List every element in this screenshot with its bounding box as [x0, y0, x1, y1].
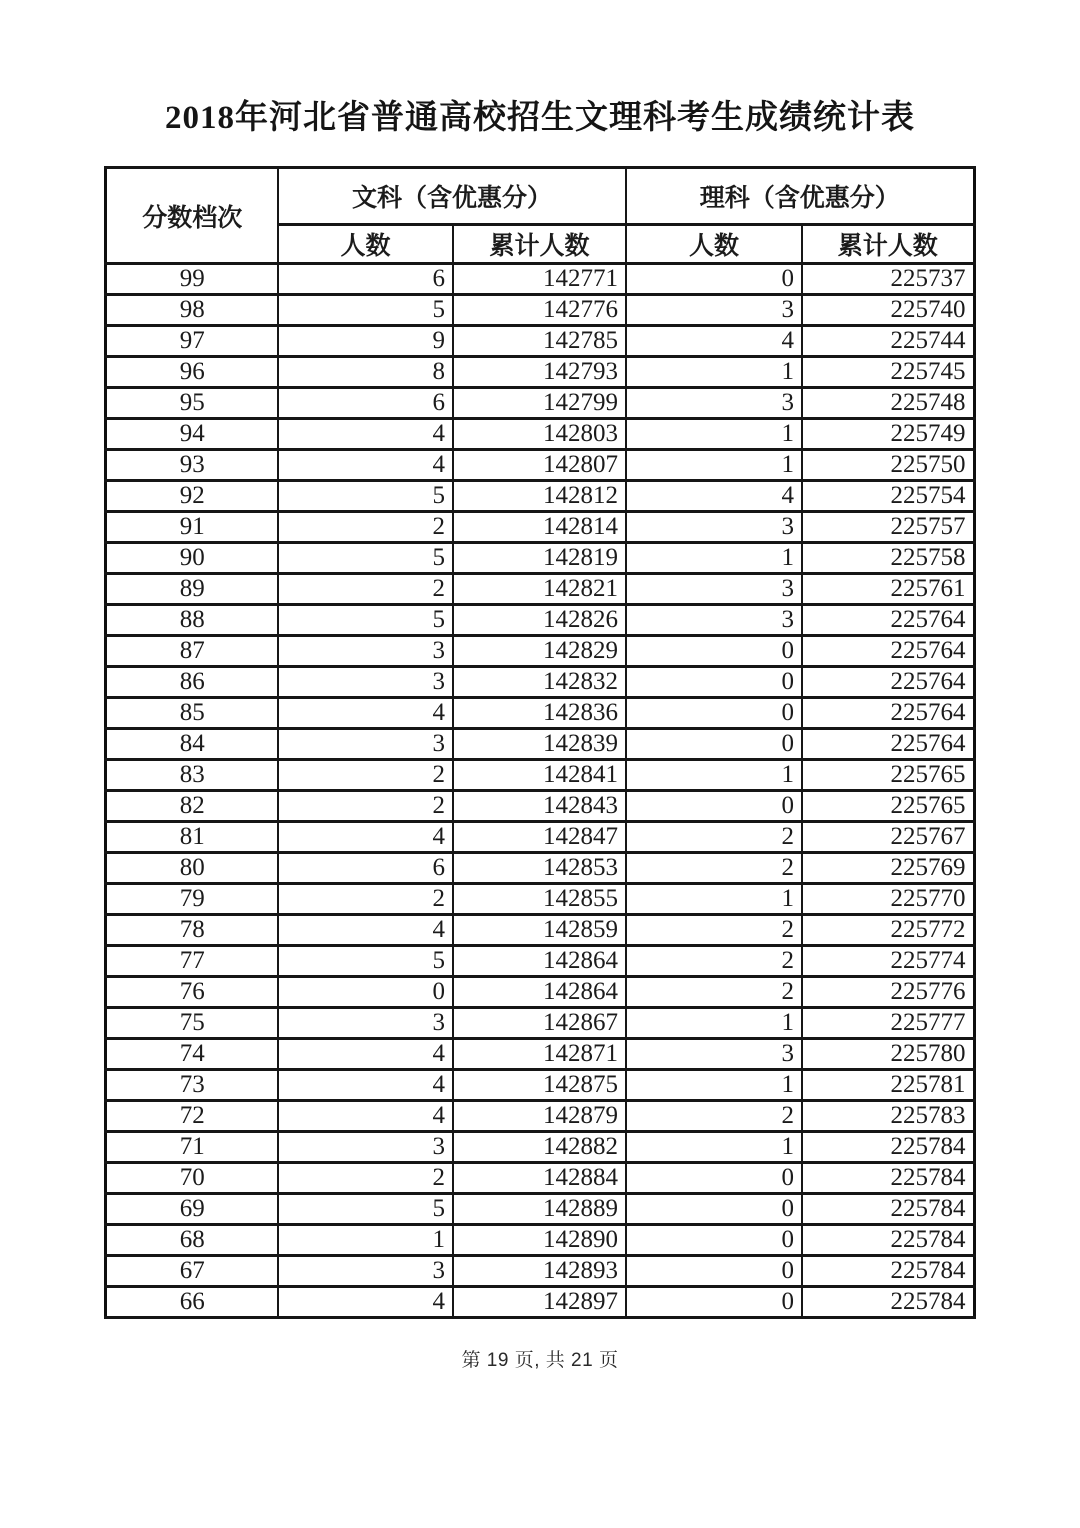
science-cumulative-cell: 225764 — [802, 605, 974, 636]
arts-cumulative-cell: 142793 — [453, 357, 626, 388]
arts-count-cell: 4 — [278, 1287, 453, 1318]
score-tier-cell: 75 — [106, 1008, 278, 1039]
arts-cumulative-cell: 142807 — [453, 450, 626, 481]
science-cumulative-cell: 225764 — [802, 729, 974, 760]
science-count-cell: 0 — [626, 636, 802, 667]
science-cumulative-cell: 225745 — [802, 357, 974, 388]
score-tier-cell: 93 — [106, 450, 278, 481]
science-count-cell: 0 — [626, 1256, 802, 1287]
header-science-cumulative: 累计人数 — [802, 225, 974, 264]
score-tier-cell: 79 — [106, 884, 278, 915]
arts-cumulative-cell: 142819 — [453, 543, 626, 574]
score-tier-cell: 67 — [106, 1256, 278, 1287]
arts-cumulative-cell: 142864 — [453, 946, 626, 977]
science-cumulative-cell: 225754 — [802, 481, 974, 512]
science-count-cell: 1 — [626, 1008, 802, 1039]
table-row — [106, 1008, 974, 1039]
science-count-cell: 2 — [626, 915, 802, 946]
arts-count-cell: 5 — [278, 605, 453, 636]
table-row — [106, 419, 974, 450]
science-count-cell: 3 — [626, 1039, 802, 1070]
score-tier-cell: 97 — [106, 326, 278, 357]
table-row — [106, 760, 974, 791]
arts-count-cell: 4 — [278, 1101, 453, 1132]
score-tier-cell: 98 — [106, 295, 278, 326]
arts-cumulative-cell: 142847 — [453, 822, 626, 853]
arts-cumulative-cell: 142771 — [453, 264, 626, 295]
science-cumulative-cell: 225764 — [802, 636, 974, 667]
science-cumulative-cell: 225765 — [802, 791, 974, 822]
science-count-cell: 1 — [626, 543, 802, 574]
table-row — [106, 698, 974, 729]
arts-count-cell: 4 — [278, 822, 453, 853]
science-cumulative-cell: 225769 — [802, 853, 974, 884]
table-row — [106, 264, 974, 295]
table-row — [106, 574, 974, 605]
score-tier-cell: 70 — [106, 1163, 278, 1194]
science-cumulative-cell: 225772 — [802, 915, 974, 946]
arts-cumulative-cell: 142893 — [453, 1256, 626, 1287]
arts-cumulative-cell: 142832 — [453, 667, 626, 698]
science-count-cell: 1 — [626, 357, 802, 388]
science-cumulative-cell: 225748 — [802, 388, 974, 419]
science-cumulative-cell: 225764 — [802, 698, 974, 729]
arts-cumulative-cell: 142879 — [453, 1101, 626, 1132]
table-row — [106, 1287, 974, 1318]
arts-count-cell: 4 — [278, 1070, 453, 1101]
arts-count-cell: 0 — [278, 977, 453, 1008]
arts-count-cell: 2 — [278, 884, 453, 915]
science-cumulative-cell: 225774 — [802, 946, 974, 977]
arts-count-cell: 4 — [278, 1039, 453, 1070]
table-row — [106, 946, 974, 977]
science-cumulative-cell: 225783 — [802, 1101, 974, 1132]
table-row — [106, 295, 974, 326]
table-row — [106, 1039, 974, 1070]
table-row — [106, 822, 974, 853]
arts-cumulative-cell: 142829 — [453, 636, 626, 667]
arts-cumulative-cell: 142814 — [453, 512, 626, 543]
arts-cumulative-cell: 142821 — [453, 574, 626, 605]
science-count-cell: 3 — [626, 605, 802, 636]
header-science-group: 理科（含优惠分） — [626, 168, 974, 225]
science-count-cell: 3 — [626, 388, 802, 419]
arts-cumulative-cell: 142799 — [453, 388, 626, 419]
science-cumulative-cell: 225784 — [802, 1163, 974, 1194]
arts-count-cell: 2 — [278, 574, 453, 605]
arts-count-cell: 6 — [278, 853, 453, 884]
science-cumulative-cell: 225767 — [802, 822, 974, 853]
arts-cumulative-cell: 142875 — [453, 1070, 626, 1101]
science-count-cell: 1 — [626, 419, 802, 450]
score-tier-cell: 85 — [106, 698, 278, 729]
table-header — [106, 168, 974, 264]
score-tier-cell: 71 — [106, 1132, 278, 1163]
science-count-cell: 1 — [626, 760, 802, 791]
page-title: 2018年河北省普通高校招生文理科考生成绩统计表 — [165, 100, 915, 136]
science-count-cell: 0 — [626, 1163, 802, 1194]
arts-count-cell: 2 — [278, 791, 453, 822]
score-tier-cell: 94 — [106, 419, 278, 450]
arts-cumulative-cell: 142889 — [453, 1194, 626, 1225]
science-count-cell: 0 — [626, 729, 802, 760]
score-tier-cell: 80 — [106, 853, 278, 884]
science-count-cell: 1 — [626, 884, 802, 915]
arts-cumulative-cell: 142841 — [453, 760, 626, 791]
arts-count-cell: 8 — [278, 357, 453, 388]
score-tier-cell: 84 — [106, 729, 278, 760]
science-count-cell: 0 — [626, 264, 802, 295]
science-cumulative-cell: 225784 — [802, 1256, 974, 1287]
arts-count-cell: 3 — [278, 1256, 453, 1287]
score-tier-cell: 81 — [106, 822, 278, 853]
table-row — [106, 1225, 974, 1256]
table-row — [106, 1256, 974, 1287]
table-row — [106, 388, 974, 419]
arts-cumulative-cell: 142884 — [453, 1163, 626, 1194]
header-arts-count: 人数 — [278, 225, 453, 264]
table-row — [106, 1101, 974, 1132]
science-cumulative-cell: 225740 — [802, 295, 974, 326]
arts-cumulative-cell: 142803 — [453, 419, 626, 450]
table-row — [106, 1132, 974, 1163]
table-row — [106, 791, 974, 822]
arts-count-cell: 6 — [278, 388, 453, 419]
arts-count-cell: 5 — [278, 481, 453, 512]
science-cumulative-cell: 225750 — [802, 450, 974, 481]
table-row — [106, 977, 974, 1008]
science-count-cell: 1 — [626, 450, 802, 481]
table-row — [106, 915, 974, 946]
arts-cumulative-cell: 142867 — [453, 1008, 626, 1039]
table-row — [106, 481, 974, 512]
arts-count-cell: 2 — [278, 760, 453, 791]
table-row — [106, 326, 974, 357]
science-count-cell: 3 — [626, 574, 802, 605]
arts-count-cell: 1 — [278, 1225, 453, 1256]
score-tier-cell: 96 — [106, 357, 278, 388]
arts-count-cell: 2 — [278, 512, 453, 543]
score-tier-cell: 74 — [106, 1039, 278, 1070]
score-tier-cell: 73 — [106, 1070, 278, 1101]
science-cumulative-cell: 225737 — [802, 264, 974, 295]
score-tier-cell: 88 — [106, 605, 278, 636]
table-row — [106, 884, 974, 915]
header-science-count: 人数 — [626, 225, 802, 264]
science-cumulative-cell: 225757 — [802, 512, 974, 543]
score-tier-cell: 87 — [106, 636, 278, 667]
arts-count-cell: 4 — [278, 915, 453, 946]
table-row — [106, 636, 974, 667]
arts-count-cell: 5 — [278, 295, 453, 326]
science-count-cell: 3 — [626, 295, 802, 326]
arts-count-cell: 5 — [278, 946, 453, 977]
science-cumulative-cell: 225744 — [802, 326, 974, 357]
score-tier-cell: 83 — [106, 760, 278, 791]
science-count-cell: 0 — [626, 1194, 802, 1225]
arts-cumulative-cell: 142871 — [453, 1039, 626, 1070]
arts-cumulative-cell: 142855 — [453, 884, 626, 915]
score-tier-cell: 66 — [106, 1287, 278, 1318]
table-row — [106, 853, 974, 884]
arts-count-cell: 4 — [278, 698, 453, 729]
science-count-cell: 4 — [626, 326, 802, 357]
arts-count-cell: 5 — [278, 1194, 453, 1225]
arts-count-cell: 3 — [278, 1132, 453, 1163]
header-arts-cumulative: 累计人数 — [453, 225, 626, 264]
arts-count-cell: 3 — [278, 1008, 453, 1039]
arts-cumulative-cell: 142812 — [453, 481, 626, 512]
score-tier-cell: 72 — [106, 1101, 278, 1132]
score-tier-cell: 86 — [106, 667, 278, 698]
arts-cumulative-cell: 142890 — [453, 1225, 626, 1256]
arts-cumulative-cell: 142826 — [453, 605, 626, 636]
science-cumulative-cell: 225784 — [802, 1225, 974, 1256]
science-cumulative-cell: 225758 — [802, 543, 974, 574]
table-row — [106, 543, 974, 574]
science-count-cell: 2 — [626, 853, 802, 884]
science-cumulative-cell: 225776 — [802, 977, 974, 1008]
science-count-cell: 2 — [626, 946, 802, 977]
science-cumulative-cell: 225770 — [802, 884, 974, 915]
score-tier-cell: 82 — [106, 791, 278, 822]
science-cumulative-cell: 225780 — [802, 1039, 974, 1070]
science-cumulative-cell: 225784 — [802, 1194, 974, 1225]
table-row — [106, 729, 974, 760]
science-cumulative-cell: 225784 — [802, 1132, 974, 1163]
science-count-cell: 3 — [626, 512, 802, 543]
score-tier-cell: 95 — [106, 388, 278, 419]
arts-count-cell: 6 — [278, 264, 453, 295]
table-row — [106, 1070, 974, 1101]
table-row — [106, 357, 974, 388]
group-header-row — [106, 168, 974, 225]
score-tier-cell: 89 — [106, 574, 278, 605]
table-row — [106, 1163, 974, 1194]
science-count-cell: 4 — [626, 481, 802, 512]
arts-count-cell: 5 — [278, 543, 453, 574]
score-tier-cell: 68 — [106, 1225, 278, 1256]
arts-cumulative-cell: 142843 — [453, 791, 626, 822]
arts-cumulative-cell: 142776 — [453, 295, 626, 326]
arts-cumulative-cell: 142839 — [453, 729, 626, 760]
arts-count-cell: 3 — [278, 636, 453, 667]
arts-cumulative-cell: 142785 — [453, 326, 626, 357]
page-number-footer: 第 19 页, 共 21 页 — [461, 1350, 619, 1371]
arts-cumulative-cell: 142853 — [453, 853, 626, 884]
header-liberal-arts-group: 文科（含优惠分） — [278, 168, 626, 225]
table-row — [106, 512, 974, 543]
arts-cumulative-cell: 142864 — [453, 977, 626, 1008]
science-count-cell: 0 — [626, 1287, 802, 1318]
score-tier-cell: 91 — [106, 512, 278, 543]
score-tier-cell: 76 — [106, 977, 278, 1008]
science-count-cell: 0 — [626, 698, 802, 729]
science-cumulative-cell: 225764 — [802, 667, 974, 698]
score-tier-cell: 92 — [106, 481, 278, 512]
science-cumulative-cell: 225761 — [802, 574, 974, 605]
score-tier-cell: 77 — [106, 946, 278, 977]
score-statistics-table — [104, 166, 975, 1319]
science-count-cell: 2 — [626, 1101, 802, 1132]
score-tier-cell: 78 — [106, 915, 278, 946]
science-count-cell: 2 — [626, 822, 802, 853]
science-count-cell: 1 — [626, 1070, 802, 1101]
score-tier-cell: 99 — [106, 264, 278, 295]
science-count-cell: 2 — [626, 977, 802, 1008]
table-row — [106, 450, 974, 481]
table-row — [106, 667, 974, 698]
arts-count-cell: 3 — [278, 729, 453, 760]
arts-count-cell: 4 — [278, 419, 453, 450]
science-count-cell: 1 — [626, 1132, 802, 1163]
arts-cumulative-cell: 142859 — [453, 915, 626, 946]
science-count-cell: 0 — [626, 791, 802, 822]
arts-count-cell: 9 — [278, 326, 453, 357]
science-count-cell: 0 — [626, 1225, 802, 1256]
science-cumulative-cell: 225781 — [802, 1070, 974, 1101]
table-row — [106, 1194, 974, 1225]
score-table-body — [106, 264, 974, 1318]
header-score-tier: 分数档次 — [106, 168, 278, 264]
science-count-cell: 0 — [626, 667, 802, 698]
science-cumulative-cell: 225784 — [802, 1287, 974, 1318]
science-cumulative-cell: 225765 — [802, 760, 974, 791]
arts-count-cell: 4 — [278, 450, 453, 481]
science-cumulative-cell: 225749 — [802, 419, 974, 450]
arts-count-cell: 2 — [278, 1163, 453, 1194]
science-cumulative-cell: 225777 — [802, 1008, 974, 1039]
arts-cumulative-cell: 142897 — [453, 1287, 626, 1318]
arts-count-cell: 3 — [278, 667, 453, 698]
score-tier-cell: 90 — [106, 543, 278, 574]
arts-cumulative-cell: 142836 — [453, 698, 626, 729]
score-tier-cell: 69 — [106, 1194, 278, 1225]
arts-cumulative-cell: 142882 — [453, 1132, 626, 1163]
table-row — [106, 605, 974, 636]
